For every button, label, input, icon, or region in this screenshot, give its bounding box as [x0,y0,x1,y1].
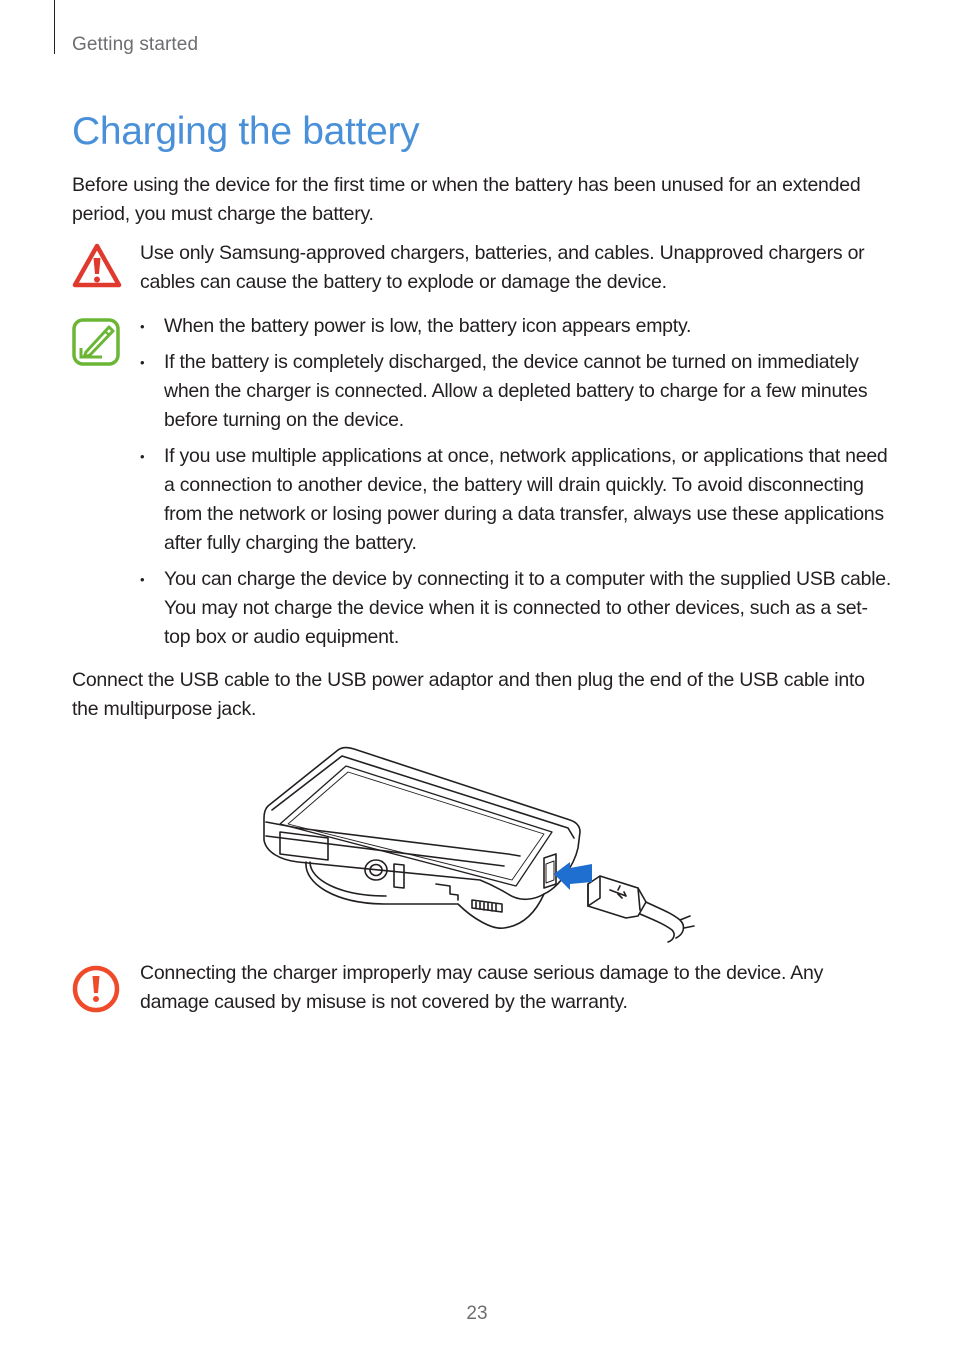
note-pen-icon [72,318,120,371]
note-item [140,442,892,558]
warning-notice [72,239,892,301]
bullet-icon: • [140,319,145,334]
bullet-icon: • [140,449,145,464]
page-title: Charging the battery [72,110,420,153]
header-rule [54,0,55,54]
note-item [140,312,892,341]
warning-text: Use only Samsung-approved chargers, batteries, and cables. Unapproved chargers or cables can cause the battery to explode or damage the device. [140,242,865,293]
note-item [140,565,892,652]
bullet-icon: • [140,355,145,370]
note-item-text: If the battery is completely discharged, the device cannot be turned on immediately when the charger is connected. Allow a depleted battery to charge for a few minutes before turning on the device. [164,351,868,431]
note-list [140,312,892,659]
intro-paragraph: Before using the device for the first time or when the battery has been unused for an extended period, you must charge the battery. [72,174,861,225]
note-item-text: If you use multiple applications at once, network applications, or applications that need a connection to another device, the battery will drain quickly. To avoid disconnecting from the network or losing power during a data transfer, always use these applications after fully charging the battery. [164,445,888,554]
camera-usb-charging-illustration [258,744,698,944]
note-item [140,348,892,435]
caution-notice [72,958,892,1020]
caution-circle-icon [72,965,120,1018]
section-label: Getting started [72,34,199,55]
note-item-text: When the battery power is low, the battery icon appears empty. [164,315,692,337]
page-number: 23 [466,1303,488,1324]
warning-triangle-icon [72,243,122,294]
note-notice [72,312,892,657]
connect-paragraph: Connect the USB cable to the USB power adaptor and then plug the end of the USB cable into the multipurpose jack. [72,669,865,720]
note-item-text: You can charge the device by connecting it to a computer with the supplied USB cable. You may not charge the device when it is connected to other devices, such as a set-top box or audio equipment. [164,568,892,648]
caution-text: Connecting the charger improperly may cause serious damage to the device. Any damage caused by misuse is not covered by the warranty. [140,962,824,1013]
bullet-icon: • [140,572,145,587]
